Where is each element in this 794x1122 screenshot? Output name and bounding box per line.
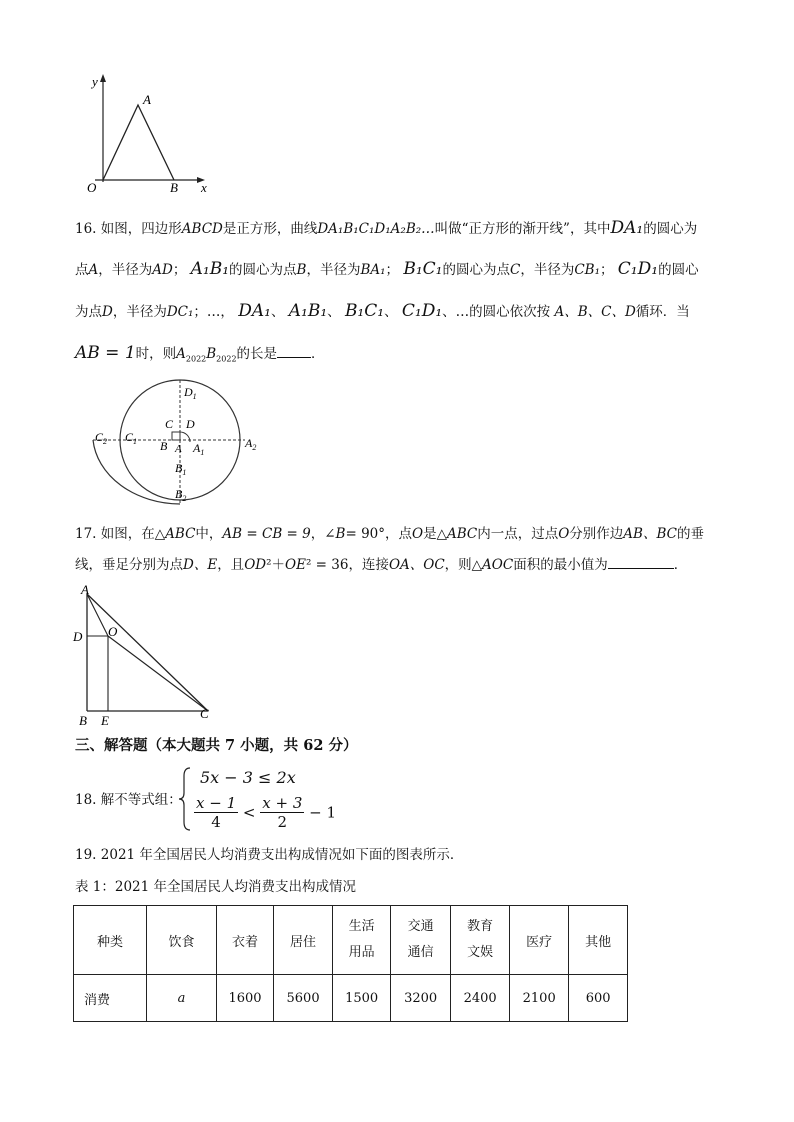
system-brace <box>178 766 192 832</box>
header-cell: 种类 <box>74 906 147 975</box>
fraction-2: $\frac{x + 3}{2}$ <box>262 794 303 831</box>
label-b: B <box>160 439 168 453</box>
header-cell: 其他 <box>569 906 628 975</box>
label-a: A <box>81 584 89 597</box>
inequality-1: 5x − 3 ≤ 2x <box>200 768 296 787</box>
section-3-heading: 三、解答题（本大题共 7 小题，共 62 分） <box>75 737 358 754</box>
value-cell: 5600 <box>274 975 333 1022</box>
inequality-2: $\frac{x - 1}{4}$ < $\frac{x + 3}{2}$ − 1 <box>196 794 337 831</box>
label-o: O <box>108 624 118 639</box>
value-cell: 600 <box>569 975 628 1022</box>
header-cell: 衣着 <box>216 906 273 975</box>
q17-answer-blank[interactable] <box>608 556 674 569</box>
segment-oa <box>87 594 108 636</box>
square-abcd <box>172 432 180 440</box>
value-cell: 2100 <box>510 975 569 1022</box>
q17-line-2: 线，垂足分别为点D、E，且OD²＋OE² = 36，连接OA、OC，则△AOC面积的最小值为 ． <box>75 557 688 573</box>
label-c2: $C_2$ <box>95 430 108 446</box>
label-b2: $B_2$ <box>175 487 187 503</box>
row-label-cell: 消费 <box>74 975 147 1022</box>
label-b: B <box>79 713 87 728</box>
q17-line-1: 17. 如图，在△ABC中，AB = CB = 9，∠B= 90°，点O是△ABC内一点，过点O分别作边AB、BC的垂 <box>75 526 704 542</box>
label-c: C <box>200 706 209 721</box>
value-cell: 1500 <box>333 975 391 1022</box>
label-d: D <box>73 629 83 644</box>
q16-line-2: 点A，半径为AD； A₁B₁的圆心为点B，半径为BA₁； B₁C₁的圆心为点C，半径为CB₁； C₁D₁的圆心 <box>75 259 699 279</box>
side-ac <box>87 594 208 711</box>
table-header-row <box>74 906 628 975</box>
value-cell: 1600 <box>216 975 273 1022</box>
label-b: B <box>170 180 178 195</box>
header-cell: 饮食 <box>147 906 217 975</box>
label-a1: $A_1$ <box>193 441 205 457</box>
header-cell: 交通 通信 <box>391 906 451 975</box>
table-caption: 表 1：2021 年全国居民人均消费支出构成情况 <box>75 879 357 895</box>
table-row <box>74 975 628 1022</box>
q16-answer-blank[interactable] <box>277 345 311 358</box>
coordinate-figure <box>85 70 215 195</box>
header-cell: 生活 用品 <box>333 906 391 975</box>
y-axis-arrow <box>100 74 106 82</box>
triangle-figure <box>70 584 230 729</box>
segment-oc <box>108 636 208 711</box>
fraction-1: $\frac{x - 1}{4}$ <box>196 794 237 831</box>
label-a: A <box>143 92 151 107</box>
q18-prompt: 18. 解不等式组： <box>75 792 182 808</box>
header-cell: 居住 <box>274 906 333 975</box>
header-cell: 教育 文娱 <box>451 906 510 975</box>
label-c: C <box>165 417 174 431</box>
label-b1: $B_1$ <box>175 461 187 477</box>
label-e: E <box>101 713 109 728</box>
label-d1: $D_1$ <box>184 385 197 401</box>
label-c1: $C_1$ <box>125 430 138 446</box>
header-cell: 医疗 <box>510 906 569 975</box>
triangle-oab <box>103 105 174 180</box>
label-x: x <box>201 180 207 195</box>
label-y: y <box>92 74 98 89</box>
value-cell: 2400 <box>451 975 510 1022</box>
label-a2: $A_2$ <box>245 436 257 452</box>
q16-line-1: 16. 如图，四边形ABCD是正方形，曲线DA₁B₁C₁D₁A₂B₂…叫做“正方形的渐开线”，其中DA₁的圆心为 <box>75 218 698 238</box>
q16-line-4: AB = 1时，则$A_{2022}B_{2022}$的长是 ． <box>75 343 325 364</box>
q16-line-3: 为点D，半径为DC₁；…， DA₁、 A₁B₁、 B₁C₁、 C₁D₁、…的圆心依次按 A、B、C、D循环．当 <box>75 301 690 321</box>
consumption-table <box>73 905 628 1022</box>
q19-intro: 19. 2021 年全国居民人均消费支出构成情况如下面的图表所示． <box>75 847 464 863</box>
label-a: A <box>175 443 182 455</box>
value-cell: 3200 <box>391 975 451 1022</box>
label-d: D <box>186 417 195 431</box>
spiral-figure <box>85 378 275 508</box>
value-cell: a <box>147 975 217 1022</box>
label-o: O <box>87 180 97 195</box>
